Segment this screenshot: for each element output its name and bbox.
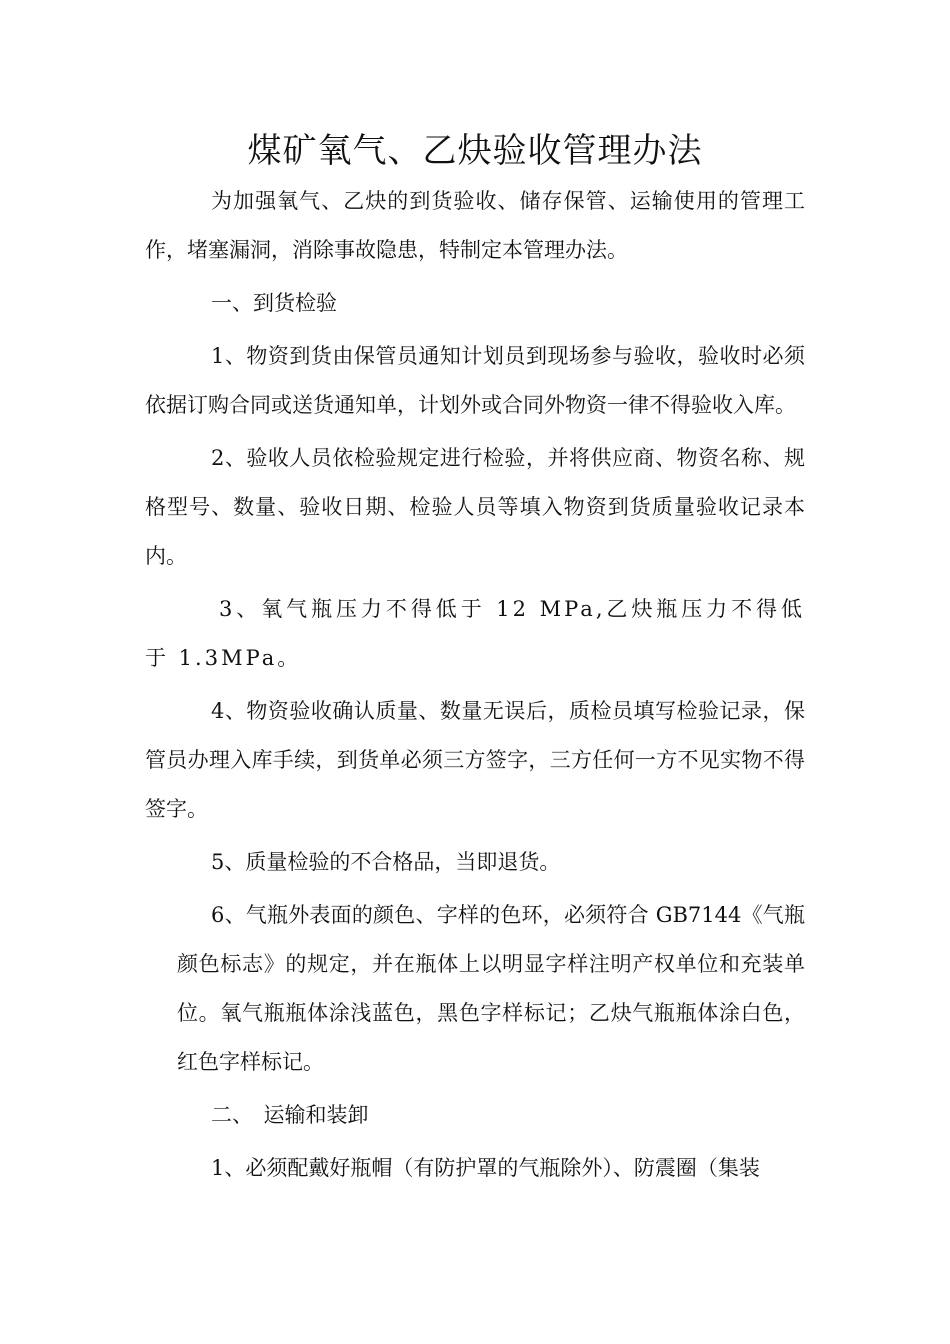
section1-item-1: 1、物资到货由保管员通知计划员到现场参与验收，验收时必须依据订购合同或送货通知单，计划外或合同外物资一律不得验收入库。 xyxy=(145,344,805,417)
section2-item-1: 1、必须配戴好瓶帽（有防护罩的气瓶除外）、防震圈（集装 xyxy=(211,1156,760,1180)
section1-item-3: 3、氧气瓶压力不得低于 12 MPa,乙炔瓶压力不得低于 1.3MPa。 xyxy=(145,597,805,670)
section1-item-6: 6、气瓶外表面的颜色、字样的色环，必须符合 GB7144《气瓶颜色标志》的规定，并在瓶体上以明显字样注明产权单位和充装单位。氧气瓶瓶体涂浅蓝色，黑色字样标记；乙炔气瓶瓶体涂白色，红色字样标记。 xyxy=(177,903,805,1074)
section1-item-2: 2、验收人员依检验规定进行检验，并将供应商、物资名称、规格型号、数量、验收日期、检验人员等填入物资到货质量验收记录本内。 xyxy=(145,446,805,568)
intro-paragraph: 为加强氧气、乙炔的到货验收、储存保管、运输使用的管理工作，堵塞漏洞，消除事故隐患，特制定本管理办法。 xyxy=(145,189,805,262)
document-title: 煤矿氧气、乙炔验收管理办法 xyxy=(247,131,703,171)
section-heading-1: 一、到货检验 xyxy=(211,291,337,315)
document-body xyxy=(145,177,805,1193)
section1-item-5: 5、质量检验的不合格品，当即退货。 xyxy=(211,850,561,874)
section1-item-4: 4、物资验收确认质量、数量无误后，质检员填写检验记录，保管员办理入库手续，到货单必须三方签字，三方任何一方不见实物不得签字。 xyxy=(145,699,805,821)
section-heading-2: 二、 运输和装卸 xyxy=(211,1103,369,1127)
